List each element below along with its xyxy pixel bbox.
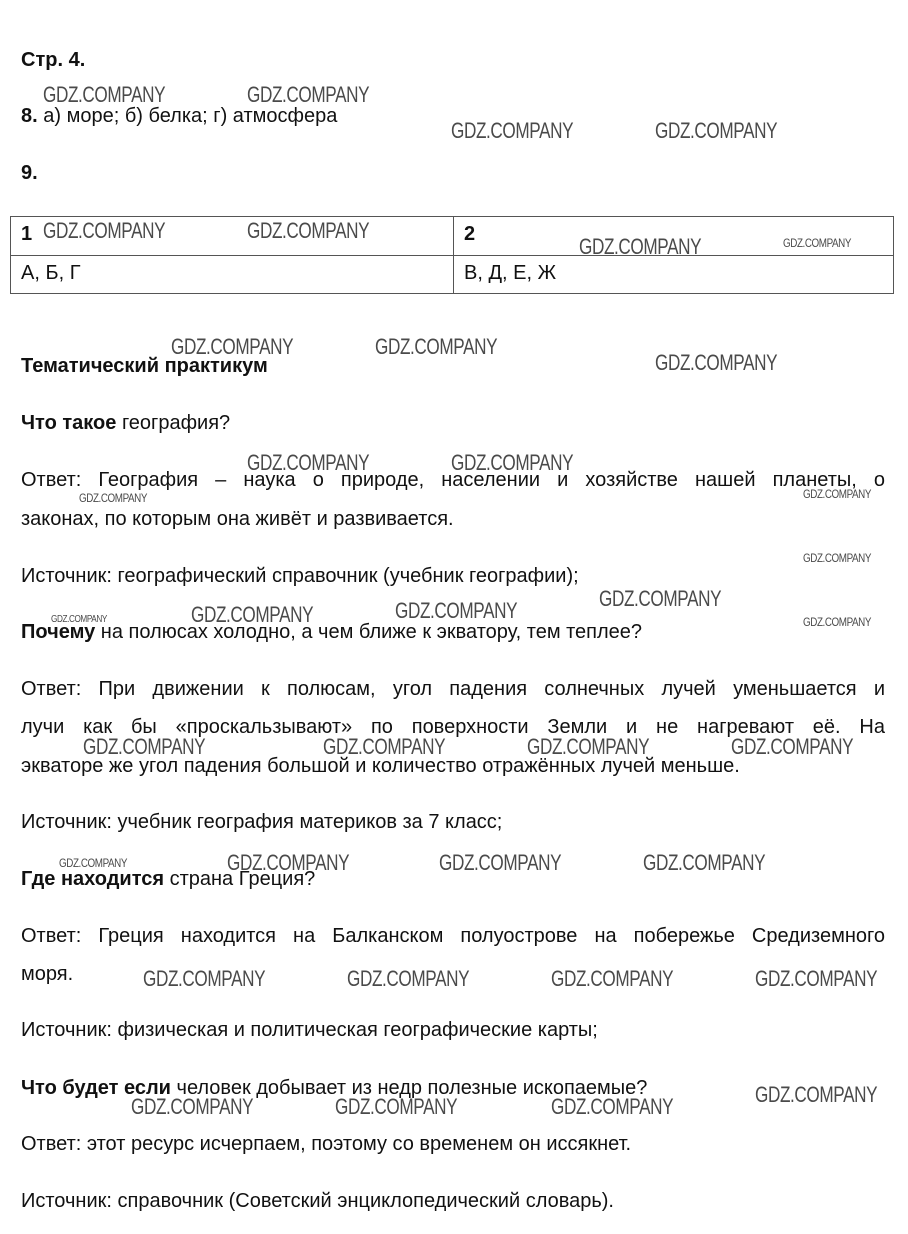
watermark: GDZ.COMPANY	[551, 1094, 674, 1119]
watermark: GDZ.COMPANY	[143, 966, 266, 991]
watermark: GDZ.COMPANY	[395, 598, 518, 623]
watermark: GDZ.COMPANY	[79, 491, 148, 505]
watermark: GDZ.COMPANY	[731, 734, 854, 759]
watermark: GDZ.COMPANY	[451, 118, 574, 143]
source-2: Источник: учебник география материков за 7 класс;	[21, 811, 503, 833]
table-cell-2: В, Д, Е, Ж	[464, 262, 557, 284]
watermark: GDZ.COMPANY	[43, 82, 166, 107]
answer-3-line-2: моря.	[21, 963, 74, 985]
watermark: GDZ.COMPANY	[247, 82, 370, 107]
watermark: GDZ.COMPANY	[755, 966, 878, 991]
question-8: 8. а) море; б) белка; г) атмосфера	[21, 105, 338, 127]
watermark: GDZ.COMPANY	[247, 450, 370, 475]
answer-4: Ответ: этот ресурс исчерпаем, поэтому со временем он иссякнет.	[21, 1133, 632, 1155]
watermark: GDZ.COMPANY	[803, 487, 872, 501]
watermark: GDZ.COMPANY	[323, 734, 446, 759]
watermark: GDZ.COMPANY	[803, 551, 872, 565]
question-1: Что такое география?	[21, 412, 231, 434]
watermark: GDZ.COMPANY	[227, 850, 350, 875]
question-9-number: 9.	[21, 162, 38, 184]
watermark: GDZ.COMPANY	[51, 614, 107, 625]
watermark: GDZ.COMPANY	[643, 850, 766, 875]
answer-3-line-1: Ответ: Греция находится на Балканском полуострове на побережье Средиземного	[21, 925, 885, 947]
page-heading: Стр. 4.	[21, 49, 86, 71]
watermark: GDZ.COMPANY	[131, 1094, 254, 1119]
table-header-1: 1	[21, 223, 33, 245]
watermark: GDZ.COMPANY	[59, 856, 128, 870]
answer-2-line-3: экваторе же угол падения большой и количество отражённых лучей меньше.	[21, 755, 740, 777]
watermark: GDZ.COMPANY	[527, 734, 650, 759]
watermark: GDZ.COMPANY	[43, 218, 166, 243]
watermark: GDZ.COMPANY	[451, 450, 574, 475]
watermark: GDZ.COMPANY	[335, 1094, 458, 1119]
watermark: GDZ.COMPANY	[439, 850, 562, 875]
answer-1-line-1: Ответ: География – наука о природе, населении и хозяйстве нашей планеты, о	[21, 469, 885, 491]
watermark: GDZ.COMPANY	[171, 334, 294, 359]
practicum-title: Тематический практикум	[21, 355, 268, 377]
watermark: GDZ.COMPANY	[191, 602, 314, 627]
answer-2-line-1: Ответ: При движении к полюсам, угол падения солнечных лучей уменьшается и	[21, 678, 885, 700]
source-3: Источник: физическая и политическая географические карты;	[21, 1019, 598, 1041]
watermark: GDZ.COMPANY	[579, 234, 702, 259]
watermark: GDZ.COMPANY	[551, 966, 674, 991]
watermark: GDZ.COMPANY	[347, 966, 470, 991]
watermark: GDZ.COMPANY	[599, 586, 722, 611]
answer-1-line-2: законах, по которым она живёт и развивается.	[21, 508, 454, 530]
source-1: Источник: географический справочник (учебник географии);	[21, 565, 579, 587]
answer-2-line-2: лучи как бы «проскальзывают» по поверхности Земли и не нагревают её. На	[21, 716, 885, 738]
watermark: GDZ.COMPANY	[783, 236, 852, 250]
table-header-2: 2	[464, 223, 476, 245]
watermark: GDZ.COMPANY	[755, 1082, 878, 1107]
question-3: Где находится страна Греция?	[21, 868, 316, 890]
table-cell-1: А, Б, Г	[21, 262, 81, 284]
watermark: GDZ.COMPANY	[375, 334, 498, 359]
source-4: Источник: справочник (Советский энциклопедический словарь).	[21, 1190, 614, 1212]
watermark: GDZ.COMPANY	[83, 734, 206, 759]
watermark: GDZ.COMPANY	[247, 218, 370, 243]
question-4: Что будет если человек добывает из недр полезные ископаемые?	[21, 1077, 648, 1099]
watermark: GDZ.COMPANY	[803, 615, 872, 629]
question-2: Почему на полюсах холодно, а чем ближе к экватору, тем теплее?	[21, 621, 643, 643]
watermark: GDZ.COMPANY	[655, 350, 778, 375]
watermark: GDZ.COMPANY	[655, 118, 778, 143]
